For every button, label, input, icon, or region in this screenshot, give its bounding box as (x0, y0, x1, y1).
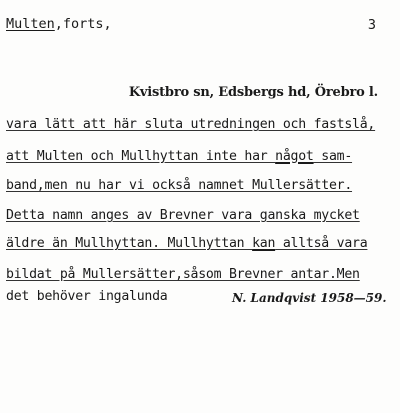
locality-stamp: Kvistbro sn, Edsbergs hd, Örebro l. (128, 85, 378, 100)
text-line-5-emphasis: kan (252, 236, 276, 251)
text-line-1: vara lätt att här sluta utredningen och fastslå, (6, 117, 376, 132)
text-line-2-emphasis: något (275, 149, 314, 164)
text-line-3: band,men nu har vi också namnet Mullersätter. (6, 178, 353, 193)
heading-placename: Multen (6, 16, 55, 32)
text-line-6: bildat på Mullersätter,såsom Brevner antar.Men (6, 267, 360, 282)
text-line-2 (6, 149, 352, 164)
text-line-5 (6, 236, 367, 251)
text-line-5-part-1: äldre än Mullhyttan. Mullhyttan (6, 236, 253, 251)
heading-suffix: ,forts, (54, 16, 112, 32)
text-line-7: det behöver ingalunda (6, 289, 168, 304)
text-line-5-part-3: alltså vara (275, 236, 368, 251)
card-heading (6, 16, 112, 32)
signature: N. Landqvist 1958—59. (232, 291, 387, 305)
page-number: 3 (367, 17, 376, 33)
text-line-4: Detta namn anges av Brevner vara ganska mycket (6, 208, 360, 223)
text-line-2-part-1: att Multen och Mullhyttan inte har (6, 149, 276, 164)
text-line-2-part-3: sam- (313, 149, 353, 164)
